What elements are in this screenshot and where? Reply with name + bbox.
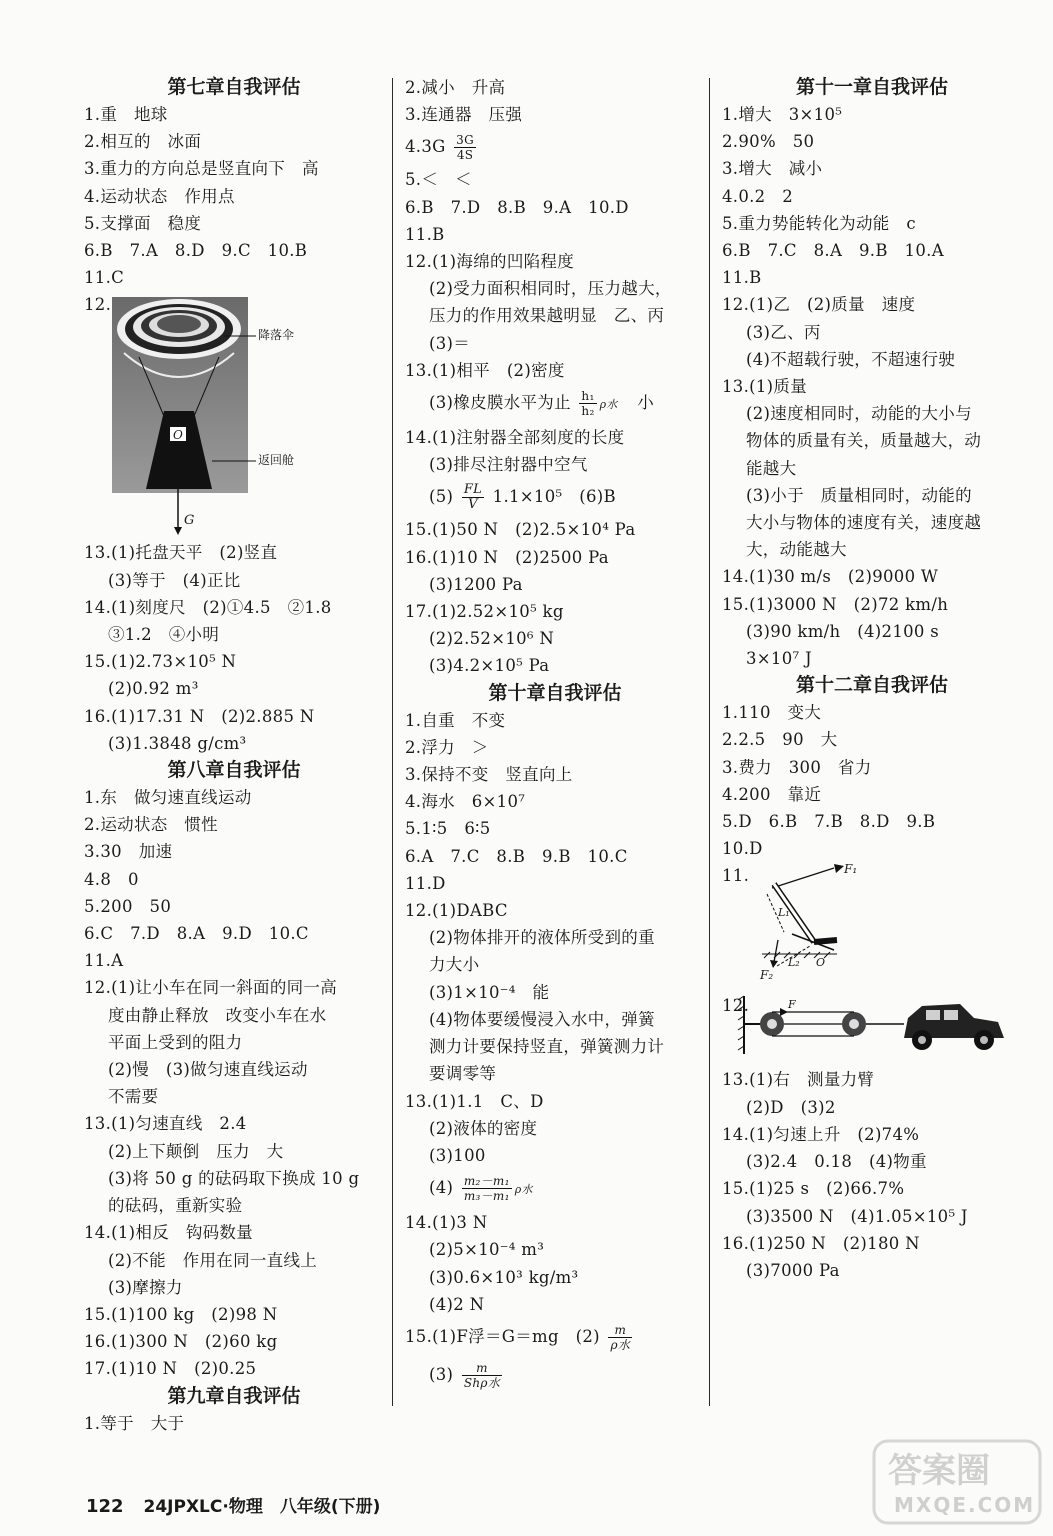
question-number: 11. [722,866,750,886]
denominator: m₃－m₁ [463,1189,510,1204]
chapter7-title: 第七章自我评估 [167,76,301,98]
answer-line: 1.重 地球 [84,105,168,124]
answer-text: 15.(1)F浮＝G＝mg (2) [405,1326,600,1346]
answer-line: (3)摩擦力 [108,1277,183,1297]
numerator: m₂－m₁ [463,1174,510,1189]
answer-line: 14.(1)30 m/s (2)9000 W [722,567,939,587]
answer-line: 物体的质量有关，质量越大，动 [746,431,982,451]
parachute-figure [84,291,384,539]
label-L1: L₁ [778,906,790,920]
answer-line: 2.浮力 ＞ [405,737,489,757]
lever-figure [722,862,1022,988]
answer-line: 2.运动状态 惯性 [84,815,218,835]
answer-text: 1.1×10⁵ (6)B [492,487,616,507]
answer-line: (2)液体的密度 [429,1118,538,1138]
answer-line: 3.保持不变 竖直向上 [405,765,573,785]
answer-line: 能越大 [746,458,797,478]
book-code: 24JPXLC·物理 八年级(下册) [143,1497,381,1517]
answer-line: 13.(1)相平 (2)密度 [405,360,565,380]
answer-line: (3)1×10⁻⁴ 能 [429,982,550,1002]
answer-line: (2)慢 (3)做匀速直线运动 [108,1060,308,1080]
answer-line: 不需要 [108,1087,159,1107]
question-number: 12. [722,996,750,1016]
answer-line: 5.支撑面 稳度 [84,213,202,233]
answer-line: 2.减小 升高 [405,78,506,97]
answer-line: 3.连通器 压强 [405,105,523,125]
answer-line: 11.B [722,268,762,288]
answer-text: (3) [429,1364,454,1384]
answer-line: (3)0.6×10³ kg/m³ [429,1267,579,1287]
answer-line-fraction [405,478,705,516]
answer-line: (3)1200 Pa [429,574,523,594]
answer-line: 3×10⁷ J [746,649,812,669]
answer-line: 14.(1)注射器全部刻度的长度 [405,428,625,448]
numerator: m [462,1361,502,1376]
answer-line: 11.A [84,951,124,971]
answer-line: 要调零等 [429,1064,497,1084]
fraction [462,483,484,512]
answer-line: 15.(1)100 kg (2)98 N [84,1304,278,1324]
answer-text: (3)橡皮膜水平为止 [429,393,571,413]
answer-line: 2.2.5 90 大 [722,730,838,750]
answer-line-fraction [405,1169,705,1209]
answer-line: 1.东 做匀速直线运动 [84,788,252,808]
answer-line: (3)等于 (4)正比 [108,570,241,590]
answer-line: (2)物体排开的液体所受到的重 [429,928,655,948]
answer-line: 6.B 7.D 8.B 9.A 10.D [405,197,629,217]
answer-line: (3)2.4 0.18 (4)物重 [746,1152,927,1172]
answer-line: 13.(1)1.1 C、D [405,1091,544,1111]
answer-line: 大小与物体的速度有关，速度越 [746,513,982,533]
answer-line: 15.(1)50 N (2)2.5×10⁴ Pa [405,520,636,540]
answer-line: (3)4.2×10⁵ Pa [429,656,550,676]
answer-line: 6.A 7.C 8.B 9.B 10.C [405,846,628,866]
answer-line: 5.重力势能转化为动能 c [722,213,916,233]
answer-line: 4.200 靠近 [722,784,822,804]
answer-line: 3.重力的方向总是竖直向下 高 [84,159,319,179]
chapter9-title: 第九章自我评估 [167,1384,301,1407]
label-F1: F₁ [844,862,858,877]
answer-line: 4.8 0 [84,869,139,889]
answer-line-fraction [405,128,705,166]
answer-line: (2)5×10⁻⁴ m³ [429,1240,545,1260]
answer-line: 2.90% 50 [722,132,815,152]
watermark-logo [870,1435,1045,1530]
answer-line: 15.(1)25 s (2)66.7% [722,1179,905,1199]
fraction [462,1361,502,1390]
answer-line: (3)将 50 g 的砝码取下换成 10 g [108,1168,360,1188]
label-F: F [788,998,796,1012]
answer-line: 3.增大 减小 [722,159,823,179]
answer-line: 6.B 7.A 8.D 9.C 10.B [84,241,308,261]
pulley-car-figure [722,988,1022,1066]
answer-line: 14.(1)匀速上升 (2)74% [722,1124,920,1144]
denominator: ρ水 [610,1337,631,1352]
numerator: FL [463,482,483,498]
answer-line: 6.C 7.D 8.A 9.D 10.C [84,924,309,944]
answer-line: 3.30 加速 [84,842,173,862]
watermark-text: 答案圈 [888,1451,990,1491]
answer-line: 17.(1)10 N (2)0.25 [84,1359,257,1379]
answer-line: 10.D [722,839,763,859]
answer-line: (3)7000 Pa [746,1260,840,1280]
answer-line: 1.等于 大于 [84,1413,185,1433]
numerator: m [608,1323,632,1338]
rho-symbol: ρ水 [514,1183,533,1197]
answer-line: 5.＜ ＜ [405,170,472,190]
answer-line: 大，动能越大 [746,540,847,560]
question-number: 12. [84,295,112,315]
denominator: h₂ [581,404,595,419]
answer-line: 1.增大 3×10⁵ [722,105,843,124]
answer-line: (2)不能 作用在同一直线上 [108,1250,318,1270]
chapter12-title: 第十二章自我评估 [795,674,948,697]
answer-line: 5.D 6.B 7.B 8.D 9.B [722,812,936,832]
answer-line: 5.200 50 [84,896,172,916]
answer-line: 12.(1)乙 (2)质量 速度 [722,295,916,315]
label-capsule: 返回舱 [258,453,295,468]
answer-line: 12.(1)让小车在同一斜面的同一高 [84,978,338,998]
denominator: V [468,497,478,513]
answer-line: 5.1∶5 6∶5 [405,819,491,839]
answer-line: 14.(1)3 N [405,1213,488,1233]
answer-line: 4.海水 6×10⁷ [405,792,526,812]
answer-line: (3)90 km/h (4)2100 s [746,621,940,641]
answer-line: 11.D [405,873,446,893]
label-G: G [184,513,195,529]
numerator: h₁ [581,389,595,404]
answer-line: (3)乙、丙 [746,322,821,342]
answer-line: (4)不超载行驶，不超速行驶 [746,349,956,369]
answer-line: (3)排尽注射器中空气 [429,455,588,475]
answer-line: (4)2 N [429,1294,485,1314]
answer-line: 平面上受到的阻力 [108,1032,243,1052]
answer-line: 13.(1)质量 [722,377,808,397]
answer-line-fraction [405,1356,705,1394]
answer-line: 16.(1)17.31 N (2)2.885 N [84,706,315,726]
answer-line: 11.B [405,224,445,244]
answer-line: 2.相互的 冰面 [84,132,202,152]
page-number: 122 [86,1496,124,1517]
answer-line: (3)小于 质量相同时，动能的 [746,485,972,505]
watermark-url: MXQE.COM [894,1493,1036,1517]
answer-line: 12.(1)海绵的凹陷程度 [405,252,575,272]
answer-line: 14.(1)刻度尺 (2)①4.5 ②1.8 [84,597,332,617]
page-footer [86,1492,380,1517]
answer-text: (5) [429,487,454,507]
answer-line-fraction [405,1318,705,1356]
label-F2: F₂ [760,968,774,983]
answer-text: 小 [637,393,654,413]
answer-line: 13.(1)匀速直线 2.4 [84,1114,247,1134]
answer-line: (2)D (3)2 [746,1097,836,1117]
answer-line: 的砝码，重新实验 [108,1196,243,1216]
answer-line: 15.(1)2.73×10⁵ N [84,652,237,672]
column-right [722,74,1022,1284]
fraction [608,1323,632,1352]
fraction [454,133,476,162]
answer-line: 15.(1)3000 N (2)72 km/h [722,594,949,614]
answer-line: 12.(1)DABC [405,901,508,921]
parachute-capsule-diagram [84,291,384,539]
answer-line: 16.(1)300 N (2)60 kg [84,1332,278,1352]
column-middle [405,74,705,1394]
answer-line: (2)速度相同时，动能的大小与 [746,404,972,424]
answer-line: 16.(1)250 N (2)180 N [722,1233,920,1253]
answer-line: 13.(1)托盘天平 (2)竖直 [84,543,278,563]
chapter11-title: 第十一章自我评估 [795,76,948,98]
fraction [462,1174,512,1203]
numerator: 3G [456,133,474,148]
label-O: O [816,956,826,970]
denominator: Shρ水 [463,1375,501,1390]
pulley-car-diagram [722,988,1022,1066]
answer-line: (2)上下颠倒 压力 大 [108,1141,284,1161]
answer-line: 1.110 变大 [722,703,822,723]
answer-line: 13.(1)右 测量力臂 [722,1070,875,1090]
answer-line: 11.C [84,268,125,288]
answer-line: ③1.2 ④小明 [108,625,220,645]
answer-line: 测力计要保持竖直，弹簧测力计 [429,1037,665,1057]
answer-line: 1.自重 不变 [405,710,506,730]
answer-line: 4.0.2 2 [722,186,794,206]
rho-symbol: ρ水 [599,398,618,412]
answer-line-fraction [405,384,705,424]
answer-line: 4.运动状态 作用点 [84,186,235,206]
fraction [579,389,596,418]
answer-line: 3.费力 300 省力 [722,757,872,777]
column-left [84,74,384,1437]
answer-line: 16.(1)10 N (2)2500 Pa [405,547,609,567]
answer-line: (4)物体要缓慢浸入水中，弹簧 [429,1009,655,1029]
denominator: 4S [456,148,474,163]
answer-line: 6.B 7.C 8.A 9.B 10.A [722,241,944,261]
answer-line: (2)受力面积相同时，压力越大， [429,279,672,299]
answer-line: 力大小 [429,955,480,975]
answer-line: 度由静止释放 改变小车在水 [108,1005,327,1025]
answer-text: 4.3G [405,137,446,157]
answer-line: (3)100 [429,1145,486,1165]
answer-line: (2)0.92 m³ [108,679,199,699]
answer-line: 14.(1)相反 钩码数量 [84,1223,254,1243]
answer-line: 压力的作用效果越明显 乙、丙 [429,306,665,326]
answer-line: (3)1.3848 g/cm³ [108,733,247,753]
chapter10-title: 第十章自我评估 [488,681,622,704]
label-parachute: 降落伞 [258,328,295,343]
chapter8-title: 第八章自我评估 [167,759,301,782]
answer-line: (3)＝ [429,333,471,353]
answer-line: (2)2.52×10⁶ N [429,629,555,649]
label-L2: L₂ [788,956,800,970]
answer-text: (4) [429,1178,454,1198]
answer-line: 17.(1)2.52×10⁵ kg [405,602,564,622]
answer-line: (3)3500 N (4)1.05×10⁵ J [746,1206,968,1226]
label-O: O [173,428,183,443]
